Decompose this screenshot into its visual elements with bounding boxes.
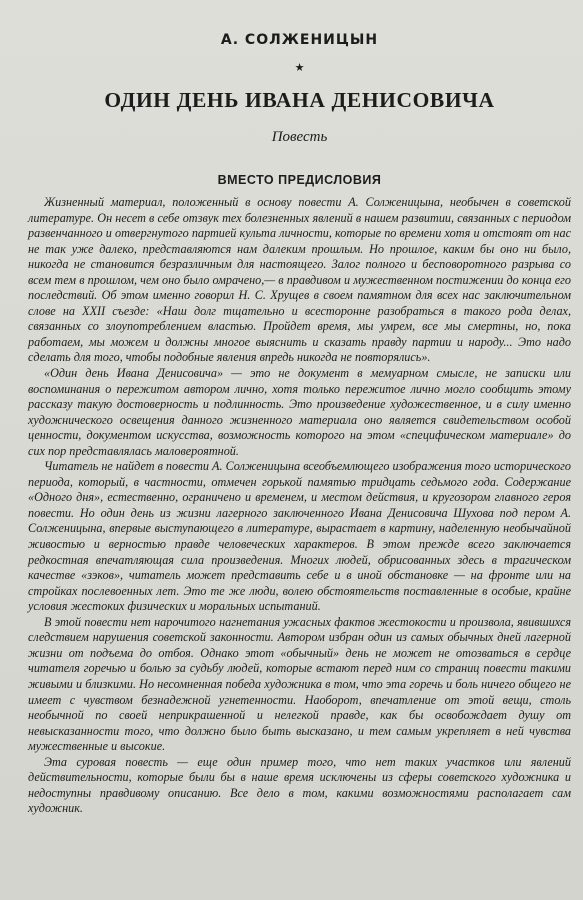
preface-heading: ВМЕСТО ПРЕДИСЛОВИЯ: [217, 173, 382, 187]
preface-paragraph-5: Эта суровая повесть — еще один пример того, что нет таких участков или явлений действительности, которые были бы в наше время исключены из сферы советского художника и недоступны правдивому описанию. Все дело в том, какими возможностями располагает сам художник.: [28, 754, 571, 816]
preface-paragraph-4: В этой повести нет нарочитого нагнетания ужасных фактов жестокости и произвола, явившихся следствием нарушения советской законности. Автором избран один из самых обычных дней лагерной жизни от подъема до отбоя. Однако этот «обычный» день не может не отозваться в сердце читателя горечью и болью за судьбу людей, которые встают перед ним со страниц повести такими живыми и близкими. Но несомненная победа художника в том, что эта горечь и боль ничего общего не имеет с чувством безнадежной угнетенности. Наоборот, впечатление от этой вещи, столь необычной по своей неприкрашенной и нелегкой правде, как бы освобождает душу от невысказанности того, что должно было быть высказано, и тем самым укрепляет в ней чувства мужественные и высокие.: [28, 614, 571, 754]
preface-paragraph-3: Читатель не найдет в повести А. Солженицына всеобъемлющего изображения того исторического периода, который, в частности, отмечен горькой памятью тридцать седьмого года. Содержание «Одного дня», естественно, ограничено и временем, и местом действия, и кругозором главного героя повести. Но один день из жизни лагерного заключенного Ивана Денисовича Шухова под пером А. Солженицына, впервые выступающего в литературе, вырастает в картину, наделенную необычайной живостью и верностью правде человеческих характеров. В этом прежде всего заключается редкостная впечатляющая сила произведения. Многих людей, обрисованных здесь в трагическом качестве «зэков», читатель может представить себе и в иной обстановке — на фронте или на стройках послевоенных лет. Это те же люди, волею обстоятельств поставленные в особые, крайне условия жестоких физических и моральных испытаний.: [28, 459, 571, 614]
star-separator: ★: [294, 61, 305, 74]
story-title: ОДИН ДЕНЬ ИВАНА ДЕНИСОВИЧА: [104, 88, 495, 112]
preface-paragraph-1: Жизненный материал, положенный в основу повести А. Солженицына, необычен в советской литературе. Он несет в себе отзвук тех болезненных явлений в нашем развитии, связанных с периодом развенчанного и отвергнутого партией культа личности, которые по времени хотя и отстоят от нас не так уже далеко, представляются нам далеким прошлым. Но прошлое, каким бы оно ни было, никогда не становится безразличным для настоящего. Залог полного и бесповоротного разрыва со всем тем в прошлом, чем оно было омрачено,— в правдивом и мужественном постижении до конца его последствий. Об этом именно говорил Н. С. Хрущев в своем памятном для всех нас заключительном слове на XXII съезде: «Наш долг тщательно и всесторонне разобраться в такого рода делах, связанных со злоупотреблением властью. Пройдет время, мы умрем, все мы смертны, но, пока работаем, мы можем и должны многое выяснить и сказать правду партии и народу... Это надо сделать для того, чтобы подобные явления впредь никогда не повторялись».: [28, 195, 571, 365]
author-name: А. СОЛЖЕНИЦЫН: [220, 32, 379, 48]
preface-body: [28, 195, 571, 817]
preface-paragraph-2: «Один день Ивана Денисовича» — это не документ в мемуарном смысле, не записки или воспоминания о пережитом автором лично, хотя только пережитое лично могло сообщить этому рассказу такую достоверность и подлинность. Это произведение художественное, и в силу именно художнического освещения данного жизненного материала оно является свидетельством особой ценности, документом искусства, возможность которого на этом «специфическом материале» до сих пор представлялась маловероятной.: [28, 366, 571, 458]
story-subtitle: Повесть: [271, 129, 328, 145]
